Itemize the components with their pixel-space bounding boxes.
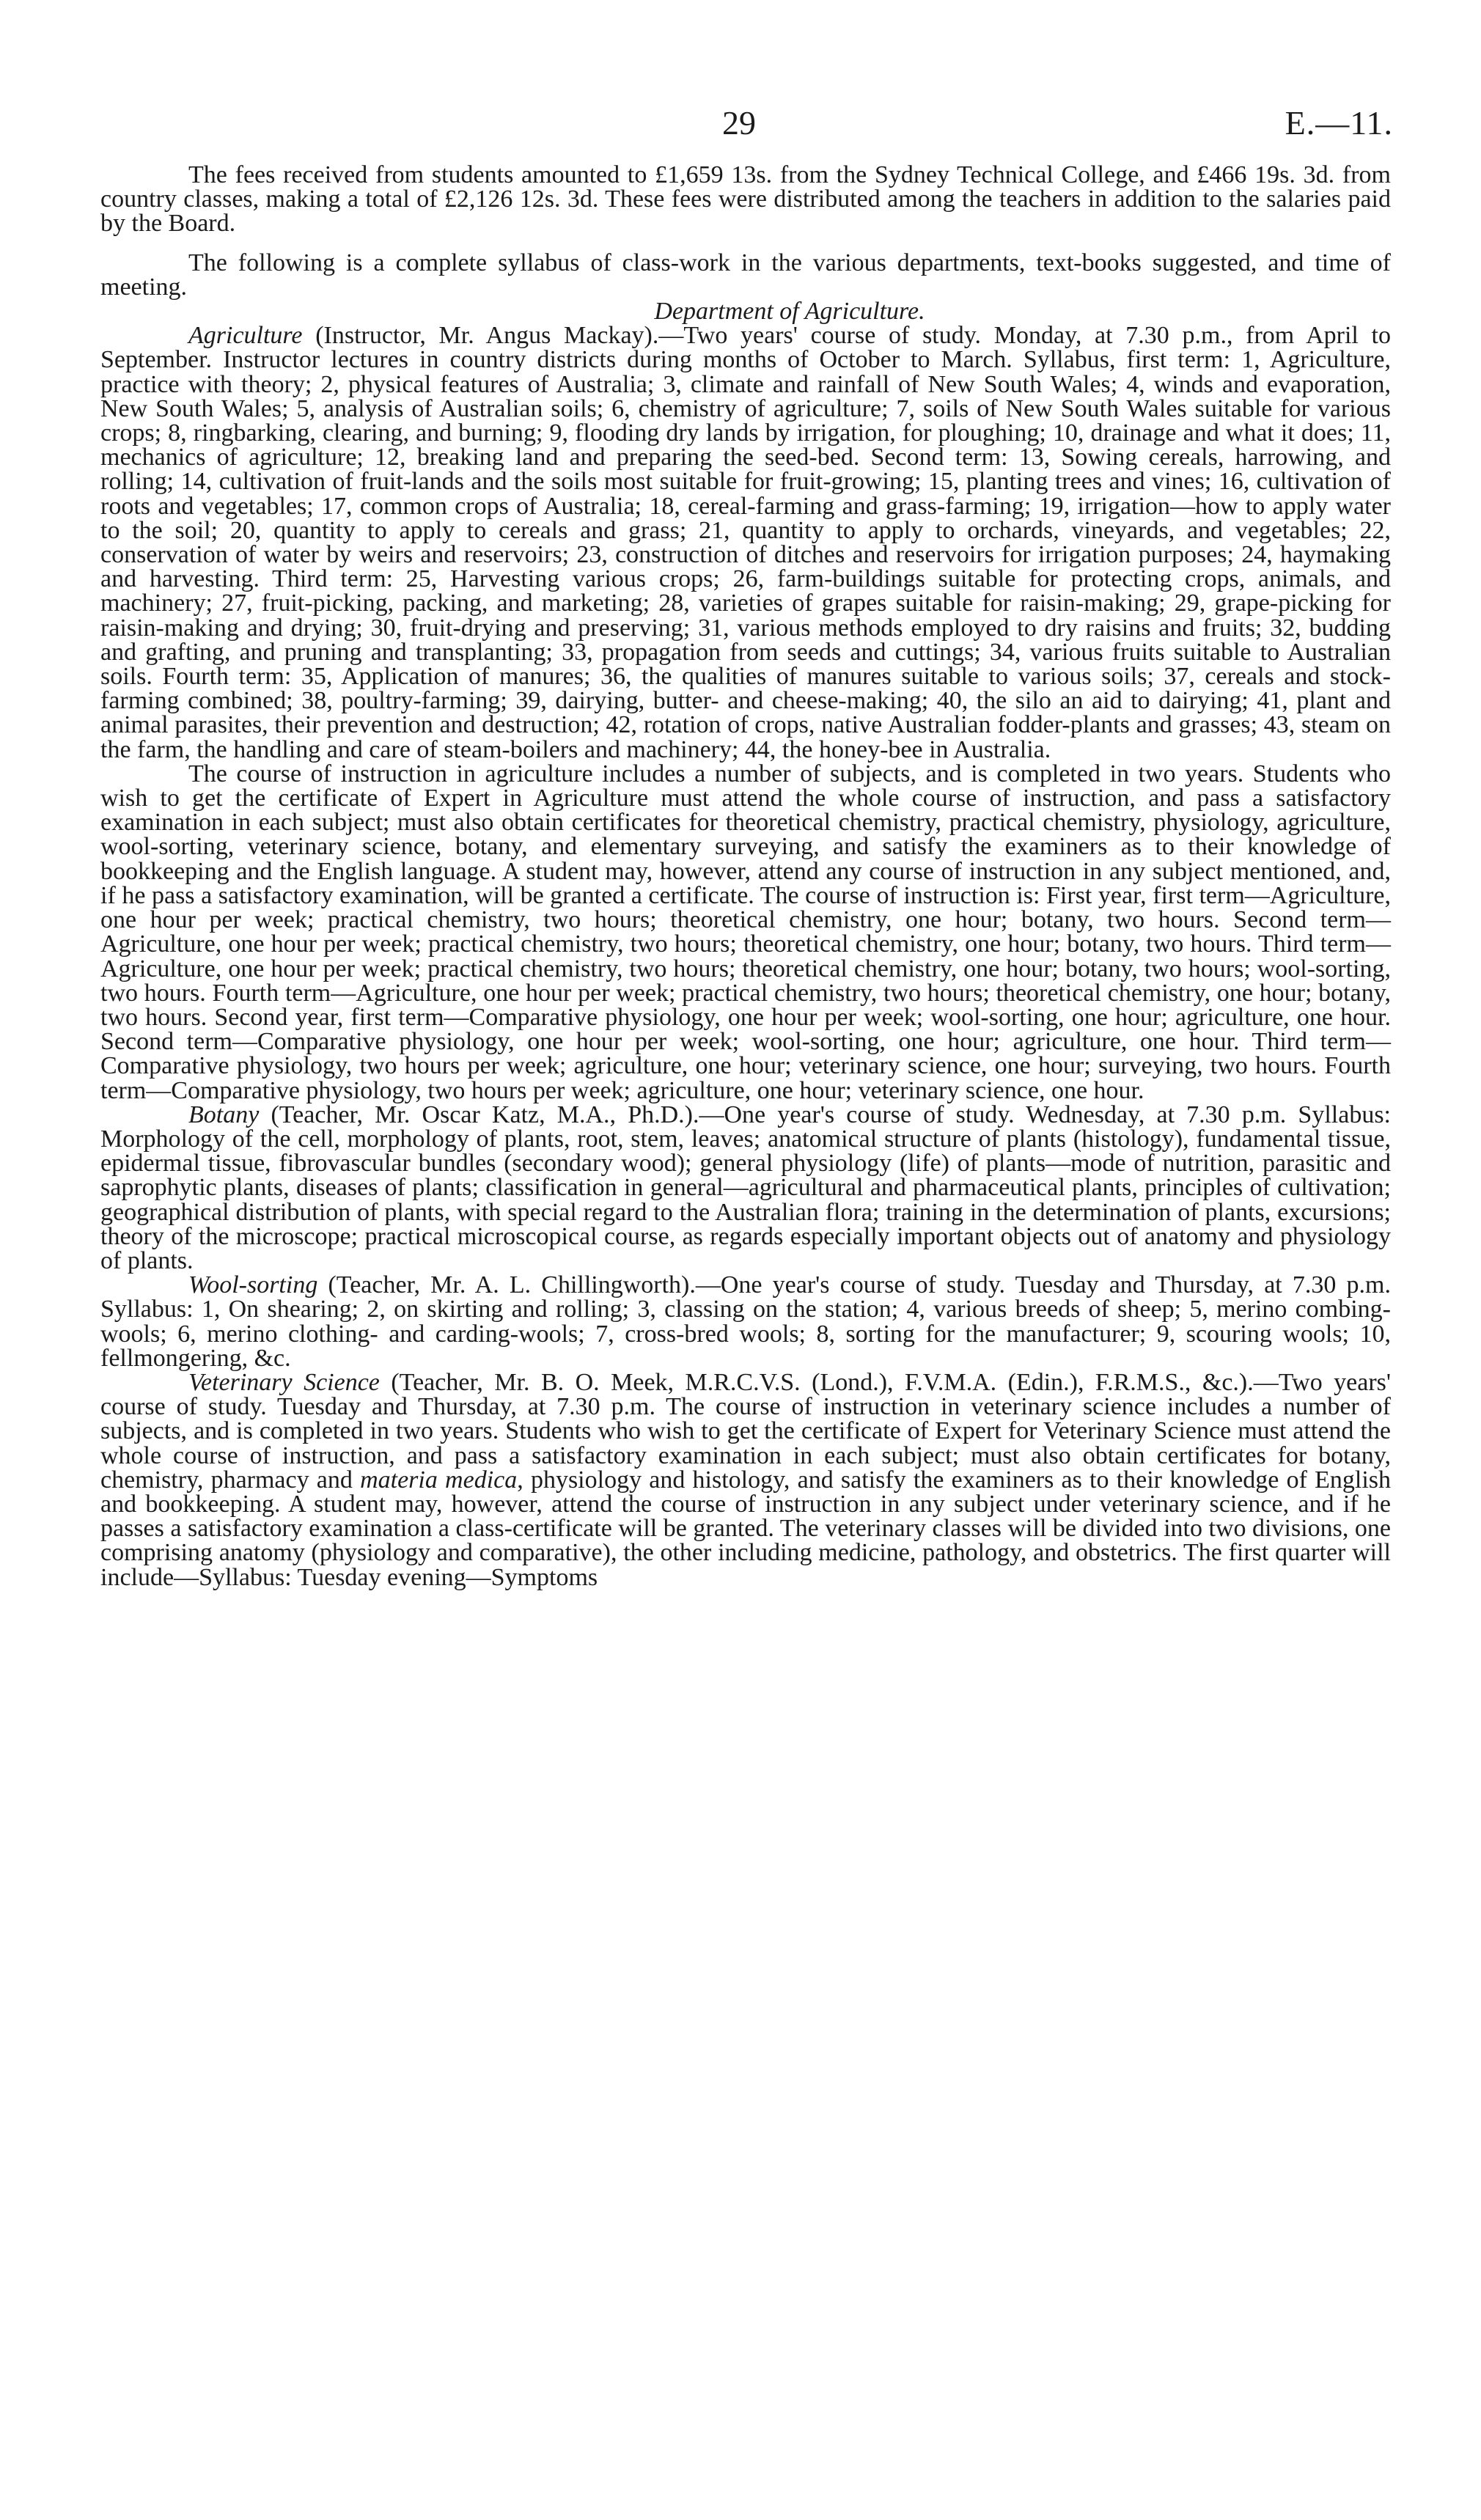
wool-sorting-text: (Teacher, Mr. A. L. Chillingworth).—One year's course of study. Tuesday and Thursday, at 7.30 p.m. Syllabus: 1, On shearing; 2, on skirting and rolling; 3, classing on the station; 4, various breeds of sheep; 5, merino combing-wools; 6, merino clothing- and carding-wools; 7, cross-bred wools; 8, sorting for the manufacturer; 9, scouring wools; 10, fellmongering, &c. bbox=[100, 1271, 1391, 1372]
syllabus-intro-paragraph: The following is a complete syllabus of class-work in the various departments, text-books suggested, and time of meeting. bbox=[100, 249, 1391, 301]
botany-paragraph bbox=[100, 1103, 1391, 1273]
wool-sorting-title: Wool-sorting bbox=[188, 1271, 318, 1299]
fees-paragraph: The fees received from students amounted to £1,659 13s. from the Sydney Technical College, and £466 19s. 3d. from country classes, making a total of £2,126 12s. 3d. These fees were distributed among the teachers in addition to the salaries paid by the Board. bbox=[100, 161, 1391, 238]
agriculture-title: Agriculture bbox=[188, 322, 303, 350]
wool-sorting-paragraph bbox=[100, 1273, 1391, 1370]
report-code: E.—11. bbox=[1285, 104, 1393, 142]
botany-text: (Teacher, Mr. Oscar Katz, M.A., Ph.D.).—One year's course of study. Wednesday, at 7.30 p.m. Syllabus: Morphology of the cell, morphology of plants, root, stem, leaves; anatomical structure of plants (histology), fundamental tissue, epidermal tissue, fibrovascular bundles (secondary wood); general physiology (life) of plants—mode of nutrition, parasitic and saprophytic plants, diseases of plants; classification in general—agricultural and pharmaceutical plants, principles of cultivation; geographical distribution of plants, with special regard to the Australian flora; training in the determination of plants, excursions; theory of the microscope; practical microscopical course, as regards especially important objects out of anatomy and physiology of plants. bbox=[100, 1101, 1391, 1274]
veterinary-text-after: , physiology and histology, and satisfy the examiners as to their knowledge of English and bookkeeping. A student may, however, attend the course of instruction in any subject under veterinary science, and if he passes a satisfactory examination a class-certificate will be granted. The veterinary classes will be divided into two divisions, one comprising anatomy (physiology and comparative), the other including medicine, pathology, and obstetrics. The first quarter will include—Syllabus: Tuesday evening—Symptoms bbox=[100, 1466, 1391, 1591]
botany-title: Botany bbox=[188, 1101, 260, 1128]
department-heading: Department of Agriculture. bbox=[654, 298, 925, 326]
course-instruction-paragraph: The course of instruction in agriculture includes a number of subjects, and is completed in two years. Students who wish to get the certificate of Expert in Agriculture must attend the whole course of instruction, and pass a satisfactory examination in each subject; must also obtain certificates for theoretical chemistry, practical chemistry, physiology, agriculture, wool-sorting, veterinary science, botany, and elementary surveying, and satisfy the examiners as to their knowledge of bookkeeping and the English language. A student may, however, attend any course of instruction in any subject mentioned, and, if he pass a satisfactory examination, will be granted a certificate. The course of instruction is: First year, first term—Agriculture, one hour per week; practical chemistry, two hours; theoretical chemistry, one hour; botany, two hours. Second term—Agriculture, one hour per week; practical chemistry, two hours; theoretical chemistry, one hour; botany, two hours. Third term—Agriculture, one hour per week; practical chemistry, two hours; theoretical chemistry, one hour; botany, two hours; wool-sorting, two hours. Fourth term—Agriculture, one hour per week; practical chemistry, two hours; theoretical chemistry, one hour; botany, two hours. Second year, first term—Comparative physiology, one hour per week; wool-sorting, one hour; agriculture, one hour. Second term—Comparative physiology, one hour per week; wool-sorting, one hour; agriculture, one hour. Third term—Comparative physiology, two hours per week; agriculture, one hour; veterinary science, one hour; surveying, two hours. Fourth term—Comparative physiology, two hours per week; agriculture, one hour; veterinary science, one hour. bbox=[100, 760, 1391, 1104]
agriculture-text: (Instructor, Mr. Angus Mackay).—Two years' course of study. Monday, at 7.30 p.m., from April to September. Instructor lectures in country districts during months of October to March. Syllabus, first term: 1, Agriculture, practice with theory; 2, physical features of Australia; 3, climate and rainfall of New South Wales; 4, winds and evaporation, New South Wales; 5, analysis of Australian soils; 6, chemistry of agriculture; 7, soils of New South Wales suitable for various crops; 8, ringbarking, clearing, and burning; 9, flooding dry lands by irrigation, for ploughing; 10, drainage and what it does; 11, mechanics of agriculture; 12, breaking land and preparing the seed-bed. Second term: 13, Sowing cereals, harrowing, and rolling; 14, cultivation of fruit-lands and the soils most suitable for fruit-growing; 15, planting trees and vines; 16, cultivation of roots and vegetables; 17, common crops of Australia; 18, cereal-farming and grass-farming; 19, irrigation—how to apply water to the soil; 20, quantity to apply to cereals and grass; 21, quantity to apply to orchards, vineyards, and vegetables; 22, conservation of water by weirs and reservoirs; 23, construction of ditches and reservoirs for irrigation purposes; 24, haymaking and harvesting. Third term: 25, Harvesting various crops; 26, farm-buildings suitable for protecting crops, animals, and machinery; 27, fruit-picking, packing, and marketing; 28, varieties of grapes suitable for raisin-making; 29, grape-picking for raisin-making and drying; 30, fruit-drying and preserving; 31, various methods employed to dry raisins and fruits; 32, budding and grafting, and pruning and transplanting; 33, propagation from seeds and cuttings; 34, various fruits suitable to Australian soils. Fourth term: 35, Application of manures; 36, the qualities of manures suitable to various soils; 37, cereals and stock-farming combined; 38, poultry-farming; 39, dairying, butter- and cheese-making; 40, the silo an aid to dairying; 41, plant and animal parasites, their prevention and destruction; 42, rotation of crops, native Australian fodder-plants and grasses; 43, steam on the farm, the handling and care of steam-boilers and machinery; 44, the honey-bee in Australia. bbox=[100, 322, 1391, 763]
agriculture-paragraph bbox=[100, 323, 1391, 762]
veterinary-paragraph bbox=[100, 1370, 1391, 1590]
page-number: 29 bbox=[722, 104, 756, 142]
page-header bbox=[0, 101, 1481, 145]
veterinary-title: Veterinary Science bbox=[188, 1368, 380, 1396]
materia-medica-term: materia medica bbox=[360, 1466, 518, 1494]
body-text bbox=[100, 163, 1391, 1590]
veterinary-text-before: (Teacher, Mr. B. O. Meek, M.R.C.V.S. (Lond.), F.V.M.A. (Edin.), F.R.M.S., &c.).—Two years' course of study. Tuesday and Thursday, at 7.30 p.m. The course of instruction in veterinary science includes a number of subjects, and is completed in two years. Students who wish to get the certificate of Expert for Veterinary Science must attend the whole course of instruction, and pass a satisfactory examination in each subject; must also obtain certificates for botany, chemistry, pharmacy and bbox=[100, 1368, 1392, 1494]
